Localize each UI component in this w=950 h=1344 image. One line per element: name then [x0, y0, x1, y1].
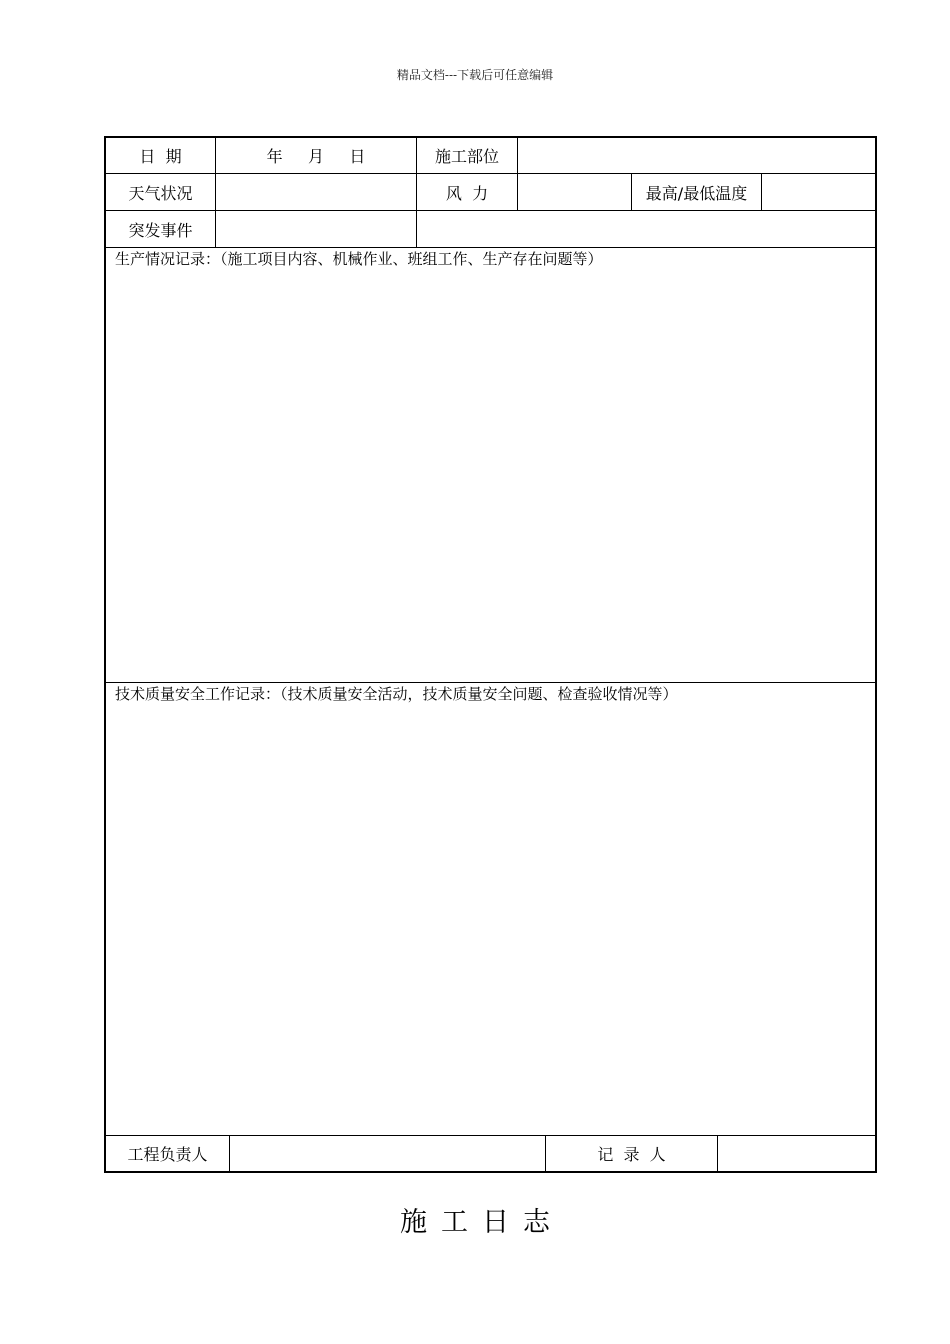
temperature-field[interactable] [762, 174, 875, 210]
date-row [106, 138, 875, 174]
weather-row [106, 174, 875, 211]
project-manager-label: 工程负责人 [106, 1136, 230, 1171]
date-label: 日 期 [106, 138, 216, 173]
incident-extra-field[interactable] [417, 211, 875, 247]
weather-label: 天气状况 [106, 174, 216, 210]
header-note: 精品文档---下载后可任意编辑 [396, 68, 554, 82]
date-field[interactable]: 年 月 日 [216, 138, 417, 173]
page-title: 施工日志 [400, 1207, 564, 1238]
location-field[interactable] [518, 138, 875, 173]
recorder-field[interactable] [718, 1136, 875, 1171]
project-manager-field[interactable] [230, 1136, 546, 1171]
production-record-section[interactable] [106, 248, 875, 683]
weather-field[interactable] [216, 174, 417, 210]
temperature-label: 最高/最低温度 [632, 174, 762, 210]
quality-safety-record-section[interactable] [106, 683, 875, 1136]
signature-row [106, 1136, 875, 1171]
construction-log-form [104, 136, 877, 1173]
location-label: 施工部位 [417, 138, 518, 173]
incident-label: 突发事件 [106, 211, 216, 247]
wind-field[interactable] [518, 174, 632, 210]
incident-field[interactable] [216, 211, 417, 247]
wind-label: 风 力 [417, 174, 518, 210]
recorder-label: 记 录 人 [546, 1136, 718, 1171]
incident-row [106, 211, 875, 248]
production-record-title: 生产情况记录：（施工项目内容、机械作业、班组工作、生产存在问题等） [115, 250, 603, 268]
quality-safety-record-title: 技术质量安全工作记录：（技术质量安全活动，技术质量安全问题、检查验收情况等） [115, 685, 678, 703]
